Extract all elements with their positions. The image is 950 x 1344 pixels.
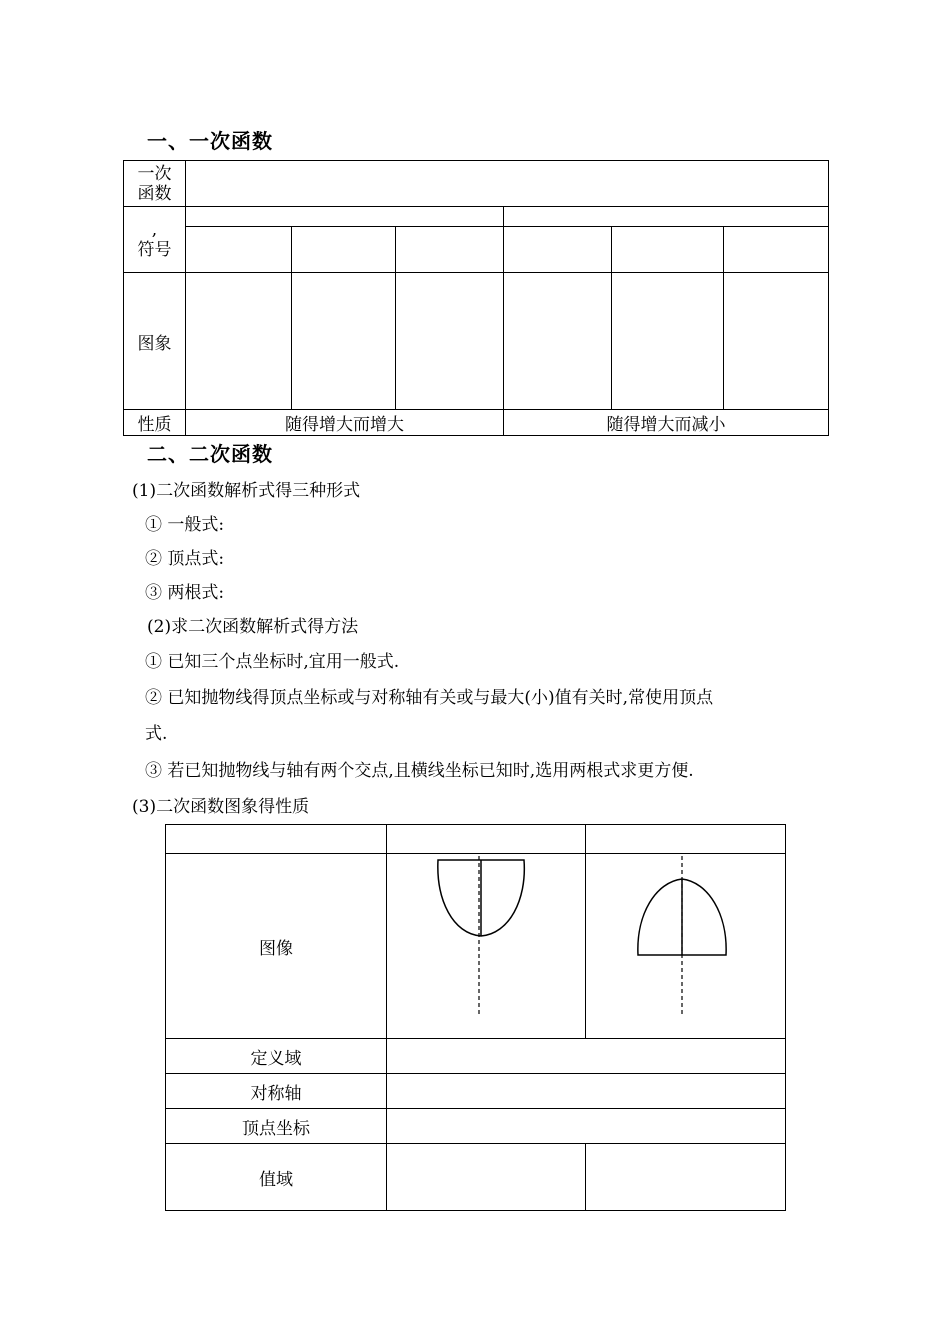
downward-parabola-icon [586,854,786,1038]
text-line: (2)求二次函数解析式得方法 [147,617,359,637]
sign-cell [396,227,504,273]
row-label-vertex: 顶点坐标 [166,1109,387,1144]
row-label-axis: 对称轴 [166,1074,387,1109]
domain-cell [387,1039,786,1074]
linear-function-cell [186,161,829,207]
text-line: ① 已知三个点坐标时,宜用一般式. [145,652,400,672]
sign-header-left [186,207,504,227]
text-line: (3)二次函数图象得性质 [132,797,310,817]
row-label-image: 图像 [166,854,387,1039]
text-line: ③ 两根式: [145,583,225,603]
section2-heading: 二、二次函数 [147,442,273,466]
range-cell [387,1144,586,1211]
sign-cell [724,227,829,273]
row-label-domain: 定义域 [166,1039,387,1074]
axis-cell [387,1074,786,1109]
header-cell [586,825,786,854]
sign-cell [504,227,612,273]
graph-cell [612,273,724,410]
row-label-range: 值域 [166,1144,387,1211]
row-label-linear-function: 一次 函数 [124,161,186,207]
property-decreasing: 随得增大而减小 [504,410,829,436]
header-cell [166,825,387,854]
graph-cell [724,273,829,410]
graph-cell-opens-down [586,854,786,1039]
linear-function-table [123,160,829,436]
sign-cell [612,227,724,273]
text-line: ① 一般式: [145,515,225,535]
property-increasing: 随得增大而增大 [186,410,504,436]
graph-cell-opens-up [387,854,586,1039]
text-line: (1)二次函数解析式得三种形式 [132,481,361,501]
sign-cell [186,227,292,273]
graph-cell [292,273,396,410]
upward-parabola-icon [387,854,586,1038]
text-line: 式. [145,724,168,744]
graph-cell [396,273,504,410]
graph-cell [186,273,292,410]
text-line: ③ 若已知抛物线与轴有两个交点,且横线坐标已知时,选用两根式求更方便. [145,761,694,781]
graph-cell [504,273,612,410]
sign-cell [292,227,396,273]
text-line: ② 已知抛物线得顶点坐标或与对称轴有关或与最大(小)值有关时,常使用顶点 [145,688,714,708]
row-label-property: 性质 [124,410,186,436]
quadratic-function-table [165,824,786,1211]
text-line: ② 顶点式: [145,549,225,569]
section1-heading: 一、一次函数 [147,129,273,153]
vertex-cell [387,1109,786,1144]
range-cell [586,1144,786,1211]
sign-header-right [504,207,829,227]
header-cell [387,825,586,854]
row-label-graph: 图象 [124,273,186,410]
row-label-sign: , 符号 [124,207,186,273]
